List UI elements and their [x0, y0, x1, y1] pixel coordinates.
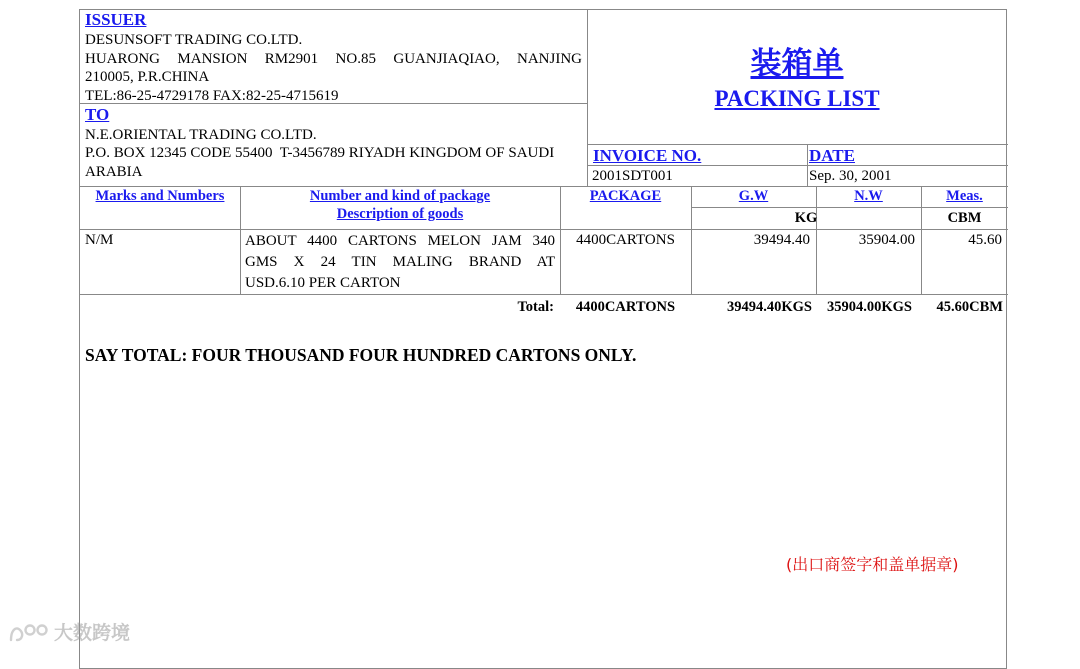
total-meas: 45.60CBM: [936, 299, 1003, 315]
header-nw[interactable]: N.W: [854, 188, 883, 204]
row-desc-line1: ABOUT 4400 CARTONS MELON JAM 340: [245, 233, 555, 249]
total-gw: 39494.40KGS: [727, 299, 812, 315]
header-marks[interactable]: Marks and Numbers: [95, 188, 225, 204]
row-desc-line2: GMS X 24 TIN MALING BRAND AT: [245, 254, 555, 270]
say-total: SAY TOTAL: FOUR THOUSAND FOUR HUNDRED CARTONS ONLY.: [85, 345, 637, 365]
header-kind-line1[interactable]: Number and kind of package: [309, 188, 491, 204]
divider-header-bottom: [80, 229, 1008, 230]
divider-units-top: [691, 207, 1008, 208]
header-gw[interactable]: G.W: [738, 188, 769, 204]
date-label[interactable]: DATE: [809, 146, 855, 165]
document-title-en[interactable]: PACKING LIST: [714, 86, 880, 111]
divider-header-vertical: [587, 10, 588, 186]
unit-volume: CBM: [947, 210, 982, 226]
header-meas[interactable]: Meas.: [946, 188, 983, 204]
issuer-heading[interactable]: ISSUER: [85, 10, 147, 29]
row-desc-line3: USD.6.10 PER CARTON: [245, 275, 401, 291]
watermark-text: 大数跨境: [54, 622, 131, 644]
invoice-label[interactable]: INVOICE NO.: [593, 146, 702, 165]
header-package[interactable]: PACKAGE: [589, 188, 662, 204]
row-gw: 39494.40: [753, 232, 810, 248]
issuer-address-line2: 210005, P.R.CHINA: [85, 69, 210, 85]
issuer-address-line1: HUARONG MANSION RM2901 NO.85 GUANJIAQIAO, NANJING: [85, 50, 582, 67]
watermark: [8, 620, 130, 646]
row-package: 4400CARTONS: [576, 232, 675, 248]
row-marks: N/M: [85, 232, 114, 248]
issuer-tel-fax: TEL:86-25-4729178 FAX:82-25-4715619: [85, 87, 339, 104]
total-nw: 35904.00KGS: [827, 299, 912, 315]
row-meas: 45.60: [968, 232, 1002, 248]
to-name: N.E.ORIENTAL TRADING CO.LTD.: [85, 126, 317, 143]
divider-row-bottom: [80, 294, 1008, 295]
invoice-value: 2001SDT001: [592, 168, 673, 184]
document-title-cn[interactable]: 装箱单: [750, 46, 844, 82]
to-address-line1: P.O. BOX 12345 CODE 55400 T-3456789 RIYADH KINGDOM OF SAUDI: [85, 145, 555, 161]
packing-list-document: [79, 9, 1007, 669]
to-heading[interactable]: TO: [85, 105, 110, 124]
date-value: Sep. 30, 2001: [809, 168, 892, 184]
watermark-logo-icon: [8, 622, 50, 644]
issuer-name: DESUNSOFT TRADING CO.LTD.: [85, 32, 303, 48]
unit-weight: KG: [794, 210, 818, 226]
row-nw: 35904.00: [858, 232, 915, 248]
divider-invoice-values: [587, 165, 1008, 166]
stamp-note: (出口商签字和盖单据章): [786, 555, 959, 574]
total-package: 4400CARTONS: [575, 299, 676, 315]
to-address-line2: ARABIA: [85, 163, 143, 180]
total-label: Total:: [517, 299, 554, 315]
divider-invoice-top: [587, 144, 1008, 145]
header-kind-line2[interactable]: Description of goods: [336, 206, 464, 222]
